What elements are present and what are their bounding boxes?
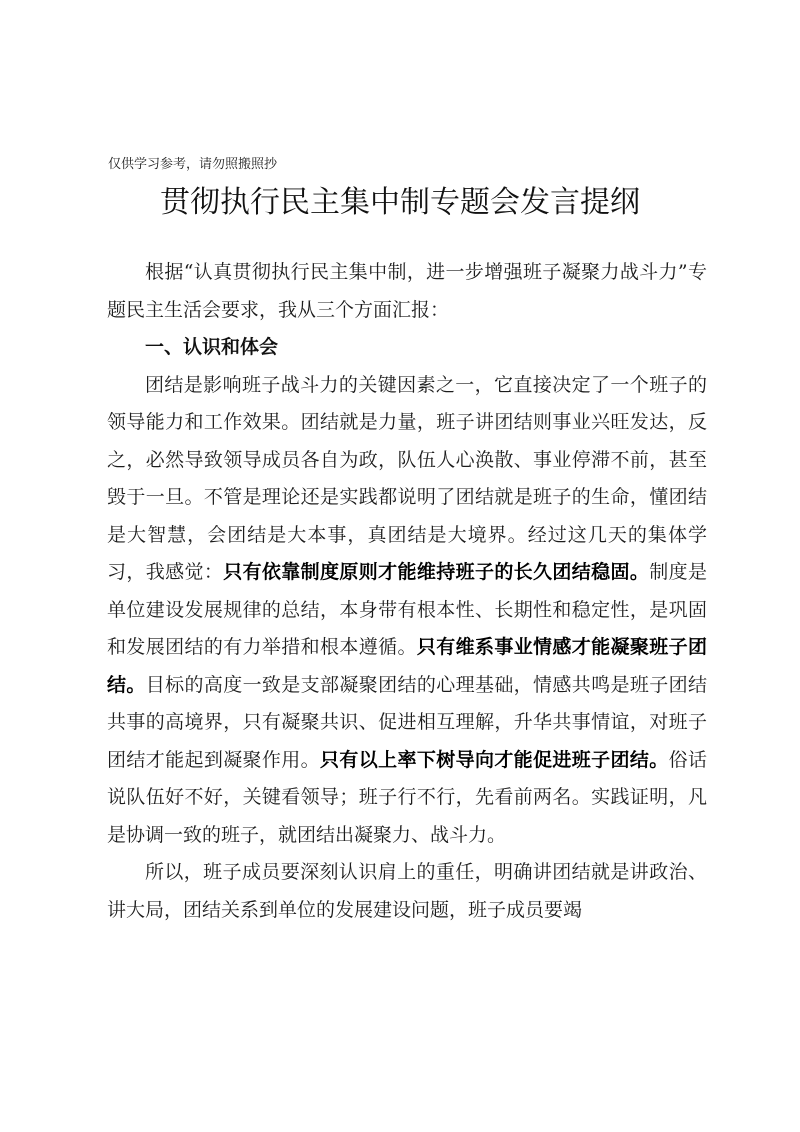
paragraph-text: 俗话说队伍好不好，关键看领导；班子行不行，先看前两名。实践证明，凡是协调一致的班子，就团结出凝聚力、战斗力。 [107, 748, 707, 846]
bold-key-point: 只有依靠制度原则才能维持班子的长久团结稳固。 [223, 561, 650, 583]
header-note: 仅供学习参考，请勿照搬照抄 [108, 157, 278, 172]
paragraph-text: 团结是影响班子战斗力的关键因素之一，它直接决定了一个班子的领导能力和工作效果。团结就是力量，班子讲团结则事业兴旺发达，反之，必然导致领导成员各自为政，队伍人心涣散、事业停滞不前，甚至毁于一旦。不管是理论还是实践都说明了团结就是班子的生命，懂团结是大智慧，会团结是大本事，真团结是大境界。经过这几天的集体学习，我感觉： [107, 373, 707, 583]
paragraph-text: 制度是单位建设发展规律的总结，本身带有根本性、长期性和稳定性，是巩固和发展团结的有力举措和根本遵循。 [107, 561, 707, 658]
bold-key-point: 只有以上率下树导向才能促进班子团结。 [320, 748, 669, 771]
body-paragraph: 所以，班子成员要深刻认识肩上的重任，明确讲团结就是讲政治、讲大局，团结关系到单位的发展建设问题，班子成员要竭 [107, 861, 707, 921]
intro-paragraph: 根据“认真贯彻执行民主集中制，进一步增强班子凝聚力战斗力”专题民主生活会要求，我从三个方面汇报： [107, 261, 707, 321]
paragraph-text: 目标的高度一致是支部凝聚团结的心理基础，情感共鸣是班子团结共事的高境界，只有凝聚共识、促进相互理解，升华共事情谊，对班子团结才能起到凝聚作用。 [107, 673, 707, 771]
section-heading: 一、认识和体会 [145, 336, 279, 358]
document-title: 贯彻执行民主集中制专题会发言提纲 [160, 185, 640, 220]
body-paragraph [107, 367, 707, 855]
document-body [107, 254, 707, 929]
bold-key-point: 只有维系事业情感才能凝聚班子团结。 [107, 636, 707, 696]
